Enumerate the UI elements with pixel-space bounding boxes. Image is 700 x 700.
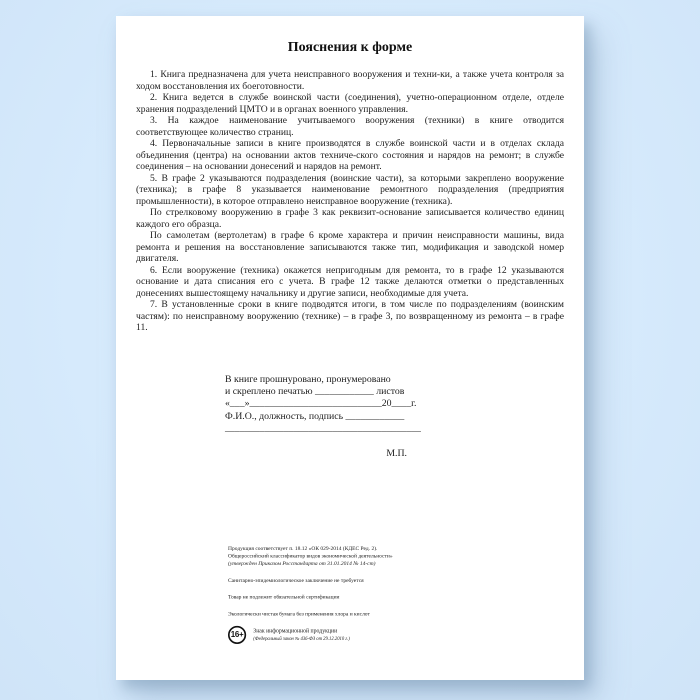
certification-footer [228,545,470,644]
paragraph-4: 4. Первоначальные записи в книге производятся в службе воинской части и в отделах склада объединения (центра) на основании актов техниче-ского состояния и нарядов на ремонт; в службе соединения – на основании донесений и нарядов на ремонт. [136,138,564,172]
age-mark-row [228,626,470,644]
binding-line-sheets: и скреплено печатью ____________ листов [225,386,405,398]
age-mark-text [253,628,350,643]
binding-line-date: «___»___________________________20____г. [225,398,417,410]
paragraph-1: 1. Книга предназначена для учета неисправного вооружения и техни-ки, а также учета контроля за ходом восстановления их боеготовности. [136,69,564,92]
binding-line: В книге прошнуровано, пронумеровано [225,374,391,385]
paragraph-6: 6. Если вооружение (техника) окажется непригодным для ремонта, то в графе 12 указываются основание и дата списания его с учета. В графе 12 также делаются отметки о представленных донесениях вышестоящему начальнику и другие записи, необходимые для учета. [136,264,564,299]
binding-line-name-signature: Ф.И.О., должность, подпись ____________ [225,410,405,422]
certification-note: Товар не подлежит обязательной сертификации [228,593,340,600]
binding-line-blank: ________________________________________ [225,422,421,434]
standard-line-1: Продукция соответствует п. 18.12 «ОК 029-2014 (КДЕС Ред. 2). [228,545,378,552]
paper-note: Экологически чистая бумага без применения хлора и кислот [228,610,370,617]
paragraph-2: 2. Книга ведется в службе воинской части (соединения), учетно-операционном отделе, отделе хранения подразделений ЦМТО и в органах военного управления. [136,92,564,115]
sanitary-note: Санитарно-эпидемиологическое заключение не требуется [228,577,364,584]
document-body [136,69,564,334]
document-page [116,16,584,680]
paragraph-7: 7. В установленные сроки в книге подводятся итоги, в том числе по подразделениям (воинским частям): по неисправному вооружению (технике) – в графе 3, по возвращенному из ремонта – в графе 11. [136,299,564,333]
paragraph-3: 3. На каждое наименование учитываемого вооружения (техники) в книге отводится соответствующее количество страниц. [136,115,564,138]
paragraph-5: 5. В графе 2 указываются подразделения (воинские части), за которыми закреплено вооружение (техника); в графе 8 указывается наименование ремонтного подразделения (предприятия промышленности), в которое отправлено неисправное вооружение (техника). [136,172,564,207]
age-mark-law: (Федеральный закон № 436-ФЗ от 29.12.2010 г.) [253,635,350,641]
paragraph-5b: По самолетам (вертолетам) в графе 6 кроме характера и причин неисправности машины, вида ремонта и решения на восстановление записываются также тип, модификация и заводской номер двигателя. [136,230,564,264]
age-rating-16plus-icon: 16+ [228,626,246,644]
standard-line-3: (утвержден Приказом Росстандарта от 31.01.2014 № 14-ст) [228,560,376,567]
binding-statement-block [225,374,421,460]
page-title: Пояснения к форме [287,40,413,55]
paragraph-5a: По стрелковому вооружению в графе 3 как реквизит-основание записывается количество единиц каждого его образца. [136,207,564,230]
standard-line-2: Общероссийский классификатор видов экономической деятельности» [228,552,393,560]
stamp-place-abbr: М.П. [386,448,407,460]
age-mark-label: Знак информационной продукции [253,628,338,635]
